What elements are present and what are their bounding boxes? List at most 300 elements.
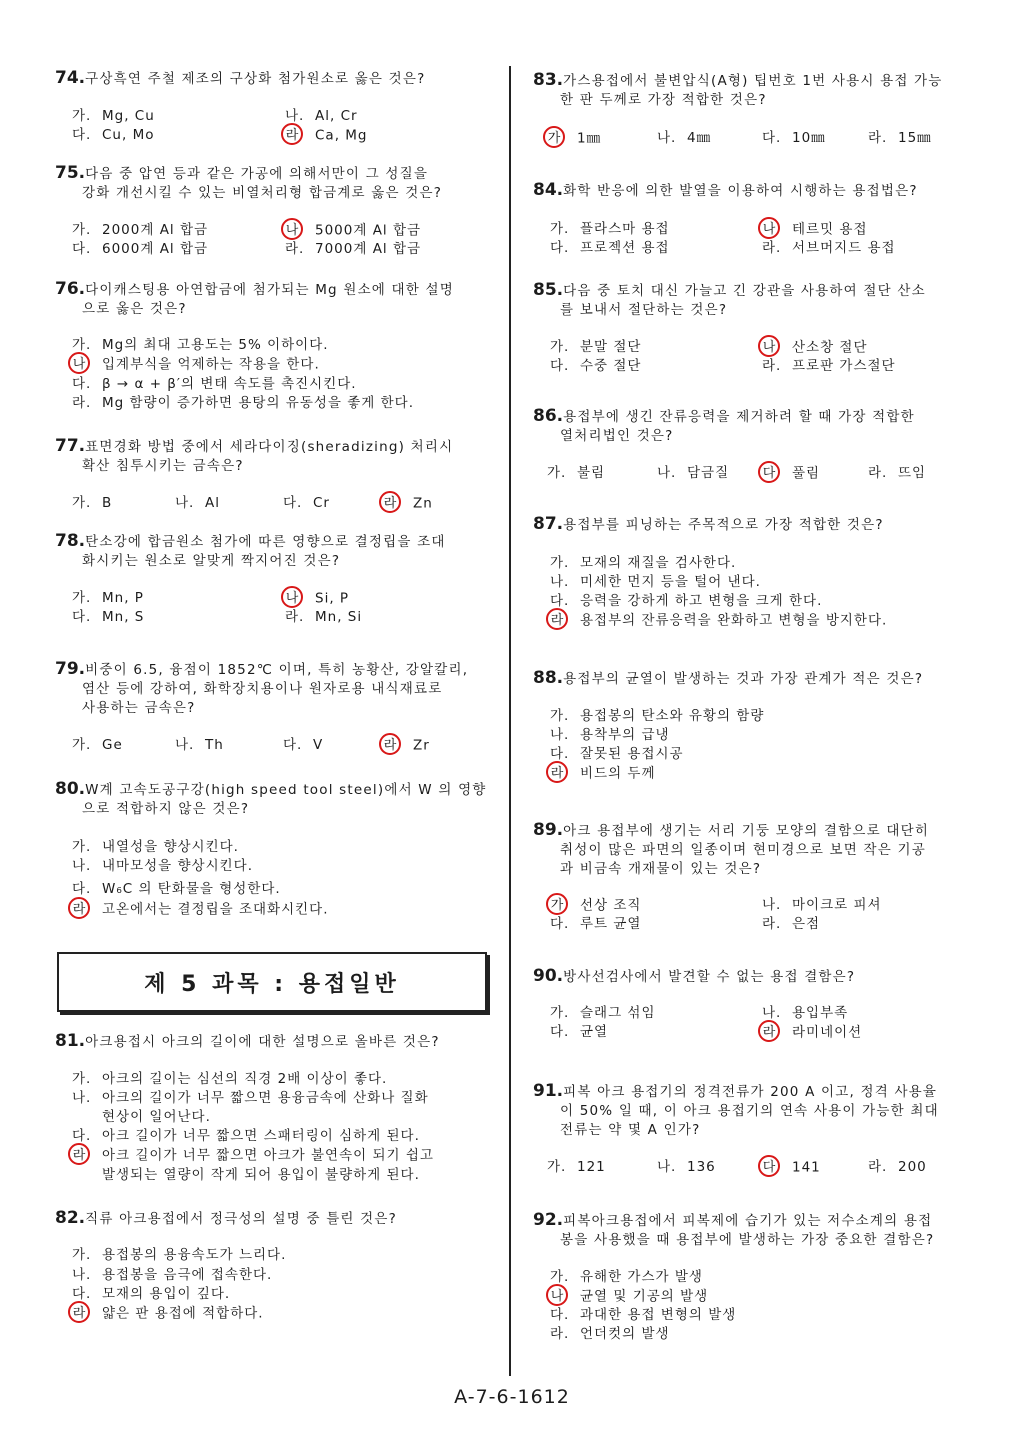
question-number: 83. xyxy=(533,70,564,90)
option-label: 다. xyxy=(550,1024,570,1040)
option-text: 아크의 길이는 심선의 직경 2배 이상이 좋다. xyxy=(102,1071,388,1087)
question-text: 표면경화 방법 중에서 세라다이징(sheradizing) 처리시 xyxy=(85,439,454,455)
answer-circled-label: 나 xyxy=(758,217,780,239)
answer-circled-label: 라 xyxy=(379,733,401,755)
option-text: Cr xyxy=(313,495,330,511)
answer-option[interactable] xyxy=(72,240,208,259)
answer-option[interactable] xyxy=(283,736,323,755)
question-text: 봉을 사용했을 때 용접부에 발생하는 가장 중요한 결함은? xyxy=(560,1232,935,1248)
option-text: 현상이 일어난다. xyxy=(102,1109,211,1125)
option-text: V xyxy=(313,737,324,753)
question-text-line xyxy=(533,427,915,446)
option-text: 200 xyxy=(898,1159,927,1175)
question-text-line xyxy=(533,301,926,320)
option-text: 10㎜ xyxy=(792,130,826,146)
section-title-box xyxy=(57,952,487,1012)
answer-option[interactable] xyxy=(550,1004,656,1023)
question-82 xyxy=(55,1209,397,1229)
page-code: A-7-6-1612 xyxy=(454,1386,570,1408)
question-76 xyxy=(55,280,454,319)
option-label: 나. xyxy=(72,858,92,874)
question-number: 74. xyxy=(55,68,86,88)
option-label: 다. xyxy=(550,916,570,932)
question-text: 직류 아크용접에서 정극성의 설명 중 틀린 것은? xyxy=(85,1211,398,1227)
question-78 xyxy=(55,532,446,571)
question-text-line xyxy=(55,532,446,552)
option-label: 가. xyxy=(72,1247,92,1263)
answer-option[interactable] xyxy=(762,464,820,484)
answer-option[interactable] xyxy=(550,554,736,573)
question-text-line xyxy=(55,280,454,300)
option-text: β → α + β′의 변태 속도를 촉진시킨다. xyxy=(102,376,357,392)
answer-option[interactable] xyxy=(868,464,926,483)
option-label: 가. xyxy=(72,839,92,855)
answer-option[interactable] xyxy=(657,1158,716,1177)
question-74 xyxy=(55,69,426,89)
option-text: 내열성을 향상시킨다. xyxy=(102,839,239,855)
option-text: B xyxy=(102,495,113,511)
option-text: 1㎜ xyxy=(577,130,602,147)
question-number: 85. xyxy=(533,280,564,300)
question-text: 강화 개선시킬 수 있는 비열처리형 합금계로 옳은 것은? xyxy=(82,185,443,201)
answer-option[interactable] xyxy=(72,1070,387,1089)
answer-option[interactable] xyxy=(657,464,729,483)
option-label: 다. xyxy=(550,1307,570,1323)
question-text-line xyxy=(55,69,426,89)
answer-option[interactable] xyxy=(72,608,144,627)
answer-circled-label: 가 xyxy=(546,893,568,915)
answer-option[interactable] xyxy=(762,357,896,376)
answer-option[interactable] xyxy=(72,589,144,608)
option-text: 유해한 가스가 발생 xyxy=(580,1269,703,1285)
option-label: 가. xyxy=(72,222,92,238)
answer-option[interactable] xyxy=(550,592,822,611)
question-text: 다이캐스팅용 아연합금에 첨가되는 Mg 원소에 대한 설명 xyxy=(85,282,454,298)
option-text: 용착부의 급냉 xyxy=(580,727,670,743)
answer-option[interactable] xyxy=(72,1146,434,1185)
option-text: 얇은 판 용접에 적합하다. xyxy=(102,1305,264,1322)
option-label: 다. xyxy=(72,609,92,625)
answer-option[interactable] xyxy=(72,1089,429,1127)
option-text: 선상 조직 xyxy=(580,897,642,914)
option-text: Cu, Mo xyxy=(102,127,155,143)
question-81 xyxy=(55,1032,440,1052)
option-label: 다. xyxy=(72,376,92,392)
answer-option[interactable] xyxy=(72,375,357,394)
answer-option[interactable] xyxy=(762,220,868,240)
answer-option[interactable] xyxy=(868,129,932,148)
option-label: 나. xyxy=(550,727,570,743)
option-text: 용접부의 잔류응력을 완화하고 변형을 방지한다. xyxy=(580,612,888,629)
option-label: 가. xyxy=(72,737,92,753)
answer-option[interactable] xyxy=(762,1023,862,1043)
answer-option[interactable] xyxy=(72,1266,272,1285)
question-92 xyxy=(533,1211,934,1250)
answer-circled-label: 다 xyxy=(758,461,780,483)
question-text: 염산 등에 강하여, 화학장치용이나 원자로용 내식재료로 xyxy=(82,681,443,697)
option-text: 모재의 용입이 깊다. xyxy=(102,1286,231,1302)
answer-option[interactable] xyxy=(72,857,253,876)
option-text: 수중 절단 xyxy=(580,358,642,374)
option-text: 라미네이션 xyxy=(792,1024,863,1041)
option-label: 다. xyxy=(72,881,92,897)
option-label: 나. xyxy=(657,1159,677,1175)
question-text-line xyxy=(533,515,884,535)
answer-option[interactable] xyxy=(72,838,239,857)
question-text: 가스용접에서 불변압식(A형) 팁번호 1번 사용시 용접 가능 xyxy=(563,73,943,89)
question-number: 80. xyxy=(55,779,86,799)
answer-circled-label: 나 xyxy=(281,586,303,608)
answer-circled-label: 라 xyxy=(546,608,568,630)
answer-option[interactable] xyxy=(72,736,123,755)
question-text: 비중이 6.5, 융점이 1852℃ 이며, 특히 농황산, 강알칼리, xyxy=(85,662,469,678)
option-label: 가. xyxy=(550,708,570,724)
question-80 xyxy=(55,780,487,819)
answer-option[interactable] xyxy=(550,1023,608,1042)
option-text: Th xyxy=(205,737,224,753)
answer-option[interactable] xyxy=(285,589,349,609)
option-text: Zr xyxy=(413,737,430,754)
answer-option[interactable] xyxy=(547,129,601,149)
question-text: 를 보내서 절단하는 것은? xyxy=(560,302,728,318)
option-label: 라. xyxy=(762,916,782,932)
option-text: 용입부족 xyxy=(792,1005,849,1021)
answer-option[interactable] xyxy=(550,573,761,592)
question-text: 방사선검사에서 발견할 수 없는 용접 결함은? xyxy=(563,969,856,985)
option-text: 응력을 강하게 하고 변형을 크게 한다. xyxy=(580,593,823,609)
option-label: 나. xyxy=(762,1005,782,1021)
option-text: Mg의 최대 고용도는 5% 이하이다. xyxy=(102,337,329,353)
answer-option[interactable] xyxy=(550,611,887,631)
answer-option[interactable] xyxy=(550,357,641,376)
option-text: 분말 절단 xyxy=(580,339,642,355)
option-text: 136 xyxy=(687,1159,716,1175)
question-text: 화학 반응에 의한 발열을 이용하여 시행하는 용접법은? xyxy=(563,183,918,199)
answer-option[interactable] xyxy=(547,464,605,483)
question-text: 사용하는 금속은? xyxy=(82,700,196,716)
option-text: 121 xyxy=(577,1159,606,1175)
option-text: 아크 길이가 너무 짧으면 아크가 불연속이 되기 쉽고 xyxy=(102,1147,434,1164)
question-text-line xyxy=(533,91,943,110)
question-text: 아크용접시 아크의 길이에 대한 설명으로 올바른 것은? xyxy=(85,1034,440,1050)
question-83 xyxy=(533,71,943,110)
answer-option[interactable] xyxy=(175,736,224,755)
answer-option[interactable] xyxy=(72,1127,420,1146)
question-text: 으로 적합하지 않은 것은? xyxy=(82,801,250,817)
option-label: 다. xyxy=(72,127,92,143)
question-77 xyxy=(55,437,453,476)
option-text: 5000계 Al 합금 xyxy=(315,222,422,239)
answer-circled-label: 라 xyxy=(758,1020,780,1042)
option-label: 나. xyxy=(550,574,570,590)
answer-option[interactable] xyxy=(550,707,764,726)
option-label: 가. xyxy=(550,221,570,237)
question-number: 77. xyxy=(55,436,86,456)
answer-option[interactable] xyxy=(72,126,154,145)
answer-option[interactable] xyxy=(283,494,330,513)
option-label: 가. xyxy=(72,1071,92,1087)
option-label: 나. xyxy=(175,737,195,753)
option-text: Mg, Cu xyxy=(102,108,155,124)
question-90 xyxy=(533,967,855,987)
option-text: Mn, S xyxy=(102,609,145,625)
option-label: 다. xyxy=(72,1286,92,1302)
answer-option[interactable] xyxy=(383,494,433,514)
answer-option[interactable] xyxy=(285,221,421,241)
answer-option[interactable] xyxy=(72,900,329,920)
answer-option[interactable] xyxy=(72,1285,230,1304)
option-text: 모재의 재질을 검사한다. xyxy=(580,555,737,571)
option-text: 미세한 먼지 등을 털어 낸다. xyxy=(580,574,761,590)
question-number: 84. xyxy=(533,180,564,200)
answer-option[interactable] xyxy=(550,764,656,784)
option-text: Mn, Si xyxy=(315,609,363,625)
answer-circled-label: 나 xyxy=(281,218,303,240)
question-75 xyxy=(55,164,442,203)
answer-option[interactable] xyxy=(550,1306,736,1325)
answer-option[interactable] xyxy=(285,126,368,146)
option-label: 다. xyxy=(550,593,570,609)
question-87 xyxy=(533,515,884,535)
question-number: 79. xyxy=(55,659,86,679)
answer-option[interactable] xyxy=(550,220,670,239)
question-number: 88. xyxy=(533,668,564,688)
option-text: 7000계 Al 합금 xyxy=(315,241,422,257)
answer-option[interactable] xyxy=(762,896,882,915)
option-label: 가. xyxy=(72,590,92,606)
question-number: 87. xyxy=(533,514,564,534)
option-text: 내마모성을 향상시킨다. xyxy=(102,858,253,874)
answer-option[interactable] xyxy=(72,494,112,513)
answer-option[interactable] xyxy=(285,608,362,627)
option-label: 다. xyxy=(762,130,782,146)
answer-circled-label: 나 xyxy=(546,1284,568,1306)
question-85 xyxy=(533,281,926,320)
question-text: 확산 침투시키는 금속은? xyxy=(82,458,244,474)
answer-option[interactable] xyxy=(72,880,281,899)
answer-option[interactable] xyxy=(547,1158,606,1177)
answer-circled-label: 라 xyxy=(68,1143,90,1165)
answer-option[interactable] xyxy=(657,129,711,148)
answer-option[interactable] xyxy=(550,726,670,745)
option-label: 라. xyxy=(285,241,305,257)
question-number: 90. xyxy=(533,966,564,986)
question-text: 탄소강에 합금원소 첨가에 따른 영향으로 결정립을 조대 xyxy=(85,534,446,550)
option-label: 라. xyxy=(550,1326,570,1342)
option-label: 가. xyxy=(550,555,570,571)
option-label: 나. xyxy=(175,495,195,511)
question-text-line xyxy=(533,181,918,201)
option-text: 루트 균열 xyxy=(580,916,642,932)
question-text: 이 50% 일 때, 이 아크 용접기의 연속 사용이 가능한 최대 xyxy=(560,1103,939,1119)
answer-option[interactable] xyxy=(285,240,421,259)
question-text-line xyxy=(55,437,453,457)
option-text: 2000계 Al 합금 xyxy=(102,222,209,238)
question-text: 피복아크용접에서 피복제에 습기가 있는 저수소계의 용접 xyxy=(563,1213,933,1229)
option-label: 다. xyxy=(550,358,570,374)
option-text: 비드의 두께 xyxy=(580,765,656,782)
question-text-line xyxy=(533,1211,934,1231)
question-89 xyxy=(533,821,929,879)
question-text-line xyxy=(55,164,442,184)
option-text: Mg 함량이 증가하면 용탕의 유동성을 좋게 한다. xyxy=(102,395,414,411)
question-text: 다음 중 토치 대신 가늘고 긴 강관을 사용하여 절단 산소 xyxy=(563,283,926,299)
question-text: 한 판 두께로 가장 적합한 것은? xyxy=(560,92,767,108)
question-number: 89. xyxy=(533,820,564,840)
option-label: 라. xyxy=(762,358,782,374)
answer-circled-label: 라 xyxy=(281,123,303,145)
answer-circled-label: 다 xyxy=(758,1155,780,1177)
answer-option[interactable] xyxy=(868,1158,927,1177)
question-text: 용접부를 피닝하는 주목적으로 가장 적합한 것은? xyxy=(563,517,884,533)
question-number: 82. xyxy=(55,1208,86,1228)
option-text: 141 xyxy=(792,1159,821,1176)
answer-circled-label: 라 xyxy=(68,897,90,919)
option-text: 테르밋 용접 xyxy=(792,221,868,238)
question-text: 용접부의 균열이 발생하는 것과 가장 관계가 적은 것은? xyxy=(563,671,924,687)
answer-option[interactable] xyxy=(550,338,641,357)
question-number: 91. xyxy=(533,1081,564,1101)
question-number: 76. xyxy=(55,279,86,299)
option-label: 가. xyxy=(550,1269,570,1285)
option-text: 프로판 가스절단 xyxy=(792,358,896,374)
option-label: 라. xyxy=(868,1159,888,1175)
option-text: Mn, P xyxy=(102,590,144,606)
question-text-line xyxy=(533,407,915,427)
question-text-line xyxy=(55,1032,440,1052)
answer-option[interactable] xyxy=(550,745,684,764)
option-label: 라. xyxy=(285,609,305,625)
option-text: 산소창 절단 xyxy=(792,339,868,356)
option-text: 발생되는 열량이 작게 되어 용입이 불량하게 된다. xyxy=(102,1166,420,1183)
answer-option[interactable] xyxy=(383,736,430,756)
question-number: 81. xyxy=(55,1031,86,1051)
question-number: 86. xyxy=(533,406,564,426)
answer-option[interactable] xyxy=(72,336,329,355)
option-label: 나. xyxy=(657,130,677,146)
question-79 xyxy=(55,660,468,718)
answer-circled-label: 라 xyxy=(546,761,568,783)
option-label: 가. xyxy=(72,108,92,124)
option-label: 다. xyxy=(72,241,92,257)
answer-option[interactable] xyxy=(762,129,826,148)
question-text: 다음 중 압연 등과 같은 가공에 의해서만이 그 성질을 xyxy=(85,166,429,182)
question-text: 아크 용접부에 생기는 서리 기둥 모양의 결함으로 대단히 xyxy=(563,823,930,839)
question-text: 취성이 많은 파면의 일종이며 현미경으로 보면 작은 기공 xyxy=(560,842,926,858)
question-text: 으로 옳은 것은? xyxy=(82,301,187,317)
answer-option[interactable] xyxy=(72,1304,264,1324)
option-label: 라. xyxy=(72,395,92,411)
option-text: 불림 xyxy=(577,465,606,481)
answer-option[interactable] xyxy=(550,1268,703,1287)
answer-option[interactable] xyxy=(550,1325,670,1344)
question-text: 용접부에 생긴 잔류응력을 제거하려 할 때 가장 적합한 xyxy=(563,409,915,425)
answer-option[interactable] xyxy=(762,239,896,258)
question-91 xyxy=(533,1082,939,1140)
question-86 xyxy=(533,407,915,446)
answer-option[interactable] xyxy=(72,355,320,375)
option-text: 프로젝션 용접 xyxy=(580,240,670,256)
option-text: 6000계 Al 합금 xyxy=(102,241,209,257)
question-text-line xyxy=(533,1121,939,1140)
option-text: 15㎜ xyxy=(898,130,932,146)
question-text-line xyxy=(55,1209,397,1229)
option-label: 가. xyxy=(547,465,567,481)
option-label: 나. xyxy=(72,1090,92,1106)
option-label: 다. xyxy=(283,737,303,753)
option-text: 잘못된 용접시공 xyxy=(580,746,684,762)
question-88 xyxy=(533,669,923,689)
question-number: 92. xyxy=(533,1210,564,1230)
question-text-line xyxy=(533,860,929,879)
answer-option[interactable] xyxy=(72,221,208,240)
question-text: 열처리법인 것은? xyxy=(560,428,674,444)
answer-option[interactable] xyxy=(550,1287,708,1307)
option-label: 다. xyxy=(283,495,303,511)
column-divider xyxy=(509,66,511,1376)
option-label: 나. xyxy=(657,465,677,481)
option-text: 은점 xyxy=(792,916,821,932)
option-text: Al, Cr xyxy=(315,108,358,124)
option-text: 고온에서는 결정립을 조대화시킨다. xyxy=(102,901,329,918)
answer-option[interactable] xyxy=(762,1158,821,1178)
answer-option[interactable] xyxy=(175,494,220,513)
answer-circled-label: 나 xyxy=(68,352,90,374)
answer-option[interactable] xyxy=(550,896,641,916)
question-text-line xyxy=(533,821,929,841)
answer-option[interactable] xyxy=(762,338,868,358)
option-label: 나. xyxy=(72,1267,92,1283)
option-label: 가. xyxy=(72,337,92,353)
option-text: 균열 xyxy=(580,1024,609,1040)
question-text-line xyxy=(55,780,487,800)
answer-option[interactable] xyxy=(72,394,414,413)
option-text: 용접봉의 탄소와 유황의 함량 xyxy=(580,708,765,724)
option-text: 슬래그 섞임 xyxy=(580,1005,656,1021)
option-label: 가. xyxy=(550,1005,570,1021)
answer-option[interactable] xyxy=(550,239,670,258)
question-text-line xyxy=(533,71,943,91)
option-text: 뜨임 xyxy=(898,465,927,481)
question-text-line xyxy=(55,660,468,680)
option-label: 가. xyxy=(550,339,570,355)
question-text-line xyxy=(533,1082,939,1102)
option-label: 라. xyxy=(868,130,888,146)
answer-option[interactable] xyxy=(762,915,820,934)
option-text: 마이크로 피셔 xyxy=(792,897,882,913)
question-text-line xyxy=(533,841,929,860)
option-label: 다. xyxy=(72,1128,92,1144)
option-text: Si, P xyxy=(315,590,350,607)
answer-option[interactable] xyxy=(762,1004,848,1023)
option-label: 나. xyxy=(762,897,782,913)
question-text-line xyxy=(533,669,923,689)
answer-circled-label: 라 xyxy=(68,1301,90,1323)
answer-option[interactable] xyxy=(72,1246,286,1265)
option-label: 다. xyxy=(550,746,570,762)
option-text: Ge xyxy=(102,737,123,753)
question-text: 화시키는 원소로 알맞게 짝지어진 것은? xyxy=(82,553,341,569)
option-text: 플라스마 용접 xyxy=(580,221,670,237)
question-text: W계 고속도공구강(high speed tool steel)에서 W 의 영향 xyxy=(85,782,487,798)
question-text-line xyxy=(533,1231,934,1250)
answer-circled-label: 라 xyxy=(379,491,401,513)
option-label: 나. xyxy=(285,108,305,124)
question-text-line xyxy=(55,300,454,319)
answer-option[interactable] xyxy=(72,107,155,126)
option-text: Zn xyxy=(413,495,433,512)
answer-option[interactable] xyxy=(550,915,641,934)
